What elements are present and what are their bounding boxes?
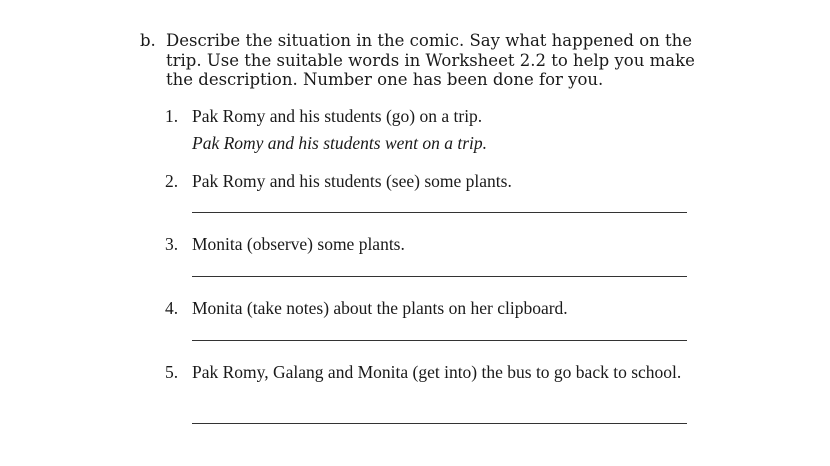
answer-line-2[interactable] [192, 212, 687, 213]
item-prompt: Monita (take notes) about the plants on her clipboard. [192, 298, 568, 318]
instructions-text: Describe the situation in the comic. Say what happened on the trip. Use the suitable words in Worksheet 2.2 to help you make the description. Number one has been done for you. [166, 31, 695, 89]
exercise-item-5 [165, 362, 690, 382]
answer-line-3[interactable] [192, 276, 687, 277]
exercise-item-2 [165, 171, 690, 191]
exercise-item-4 [165, 298, 690, 318]
example-answer: Pak Romy and his students went on a trip. [192, 133, 488, 153]
exercise-b [140, 31, 700, 90]
exercise-item-1 [165, 106, 690, 153]
item-number: 4. [165, 298, 179, 318]
item-number: 5. [165, 362, 179, 382]
exercise-item-3 [165, 234, 690, 254]
item-prompt: Pak Romy, Galang and Monita (get into) the bus to go back to school. [192, 362, 682, 382]
section-label: b. [140, 31, 156, 50]
exercise-instructions [140, 31, 700, 90]
answer-line-5[interactable] [192, 423, 687, 424]
item-prompt: Pak Romy and his students (see) some plants. [192, 171, 512, 191]
item-number: 2. [165, 171, 179, 191]
item-number: 1. [165, 106, 179, 126]
item-prompt: Pak Romy and his students (go) on a trip. [192, 106, 483, 126]
answer-line-4[interactable] [192, 340, 687, 341]
item-prompt: Monita (observe) some plants. [192, 234, 405, 254]
item-number: 3. [165, 234, 179, 254]
